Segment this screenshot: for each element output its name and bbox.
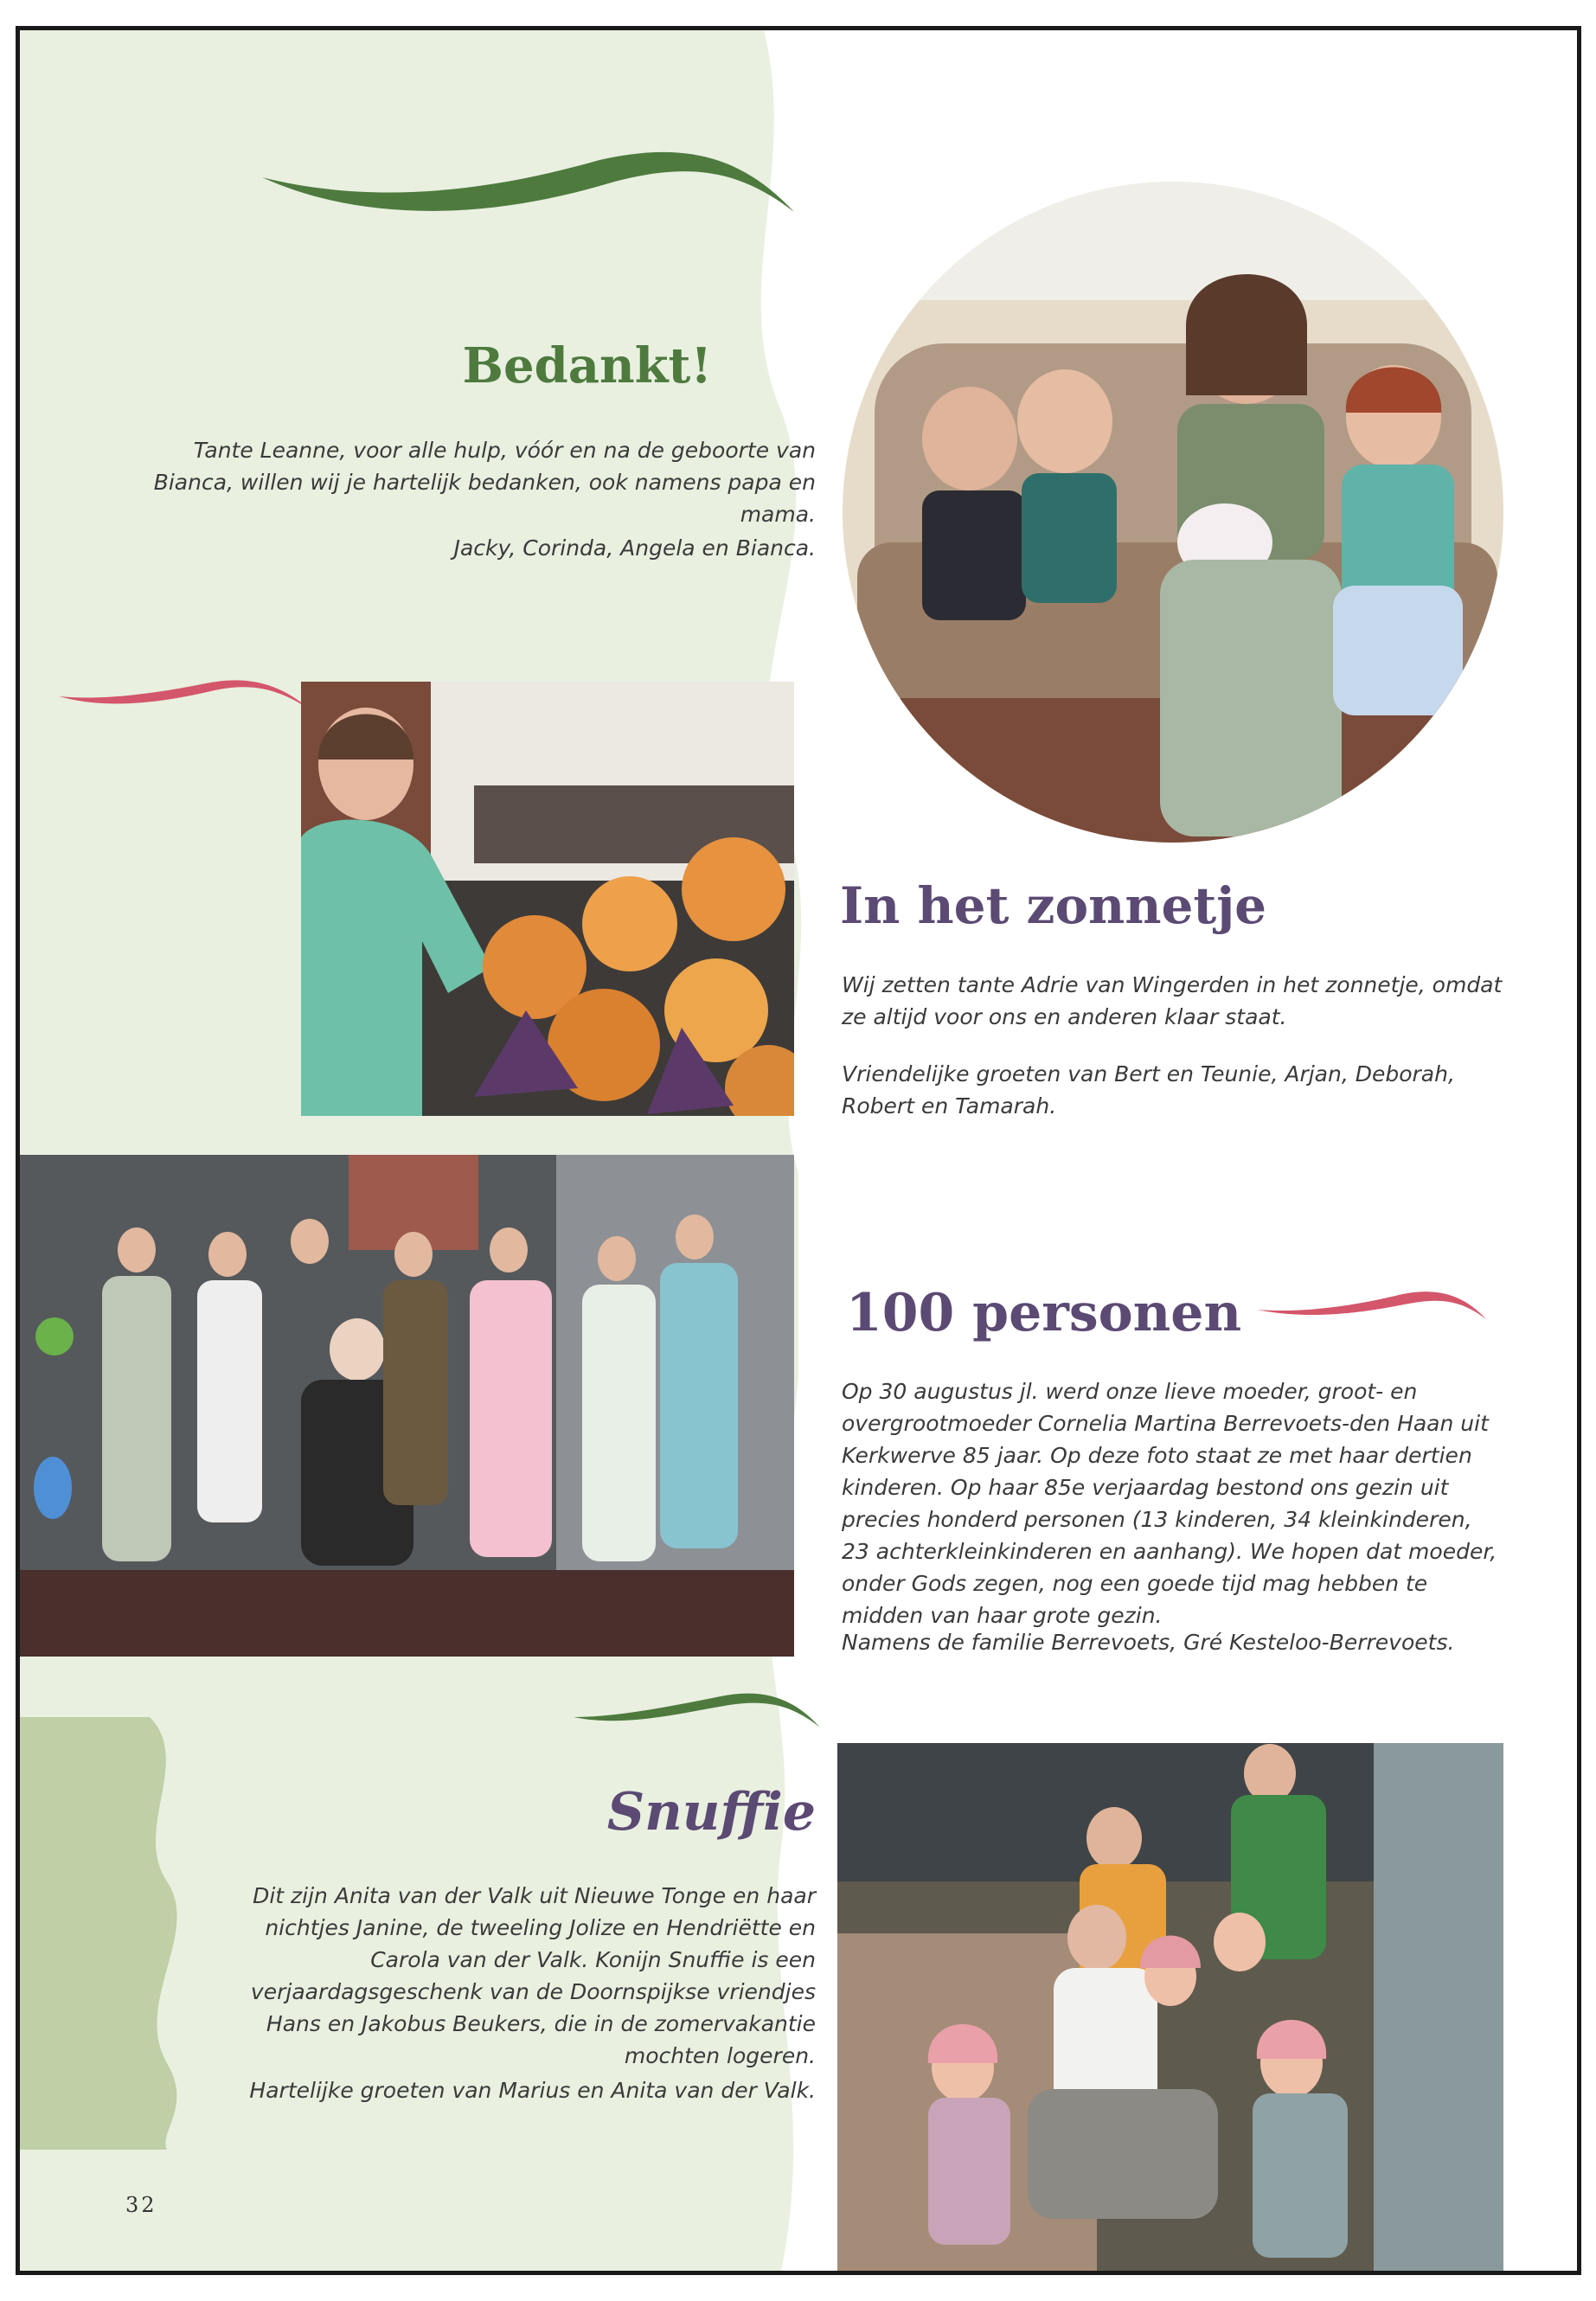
- snuffie-signature: Hartelijke groeten van Marius en Anita van der Valk.: [249, 2078, 816, 2103]
- honderd-signature: Namens de familie Berrevoets, Gré Kesteloo-Berrevoets.: [842, 1630, 1455, 1655]
- zonnetje-title: In het zonnetje: [840, 876, 1267, 935]
- green-swoosh-bottom: [574, 1691, 824, 1743]
- adrie-flowers-photo: [301, 682, 794, 1116]
- pink-swoosh-right: [1257, 1289, 1490, 1332]
- zonnetje-signature: Vriendelijke groeten van Bert en Teunie, Arjan, Deborah, Robert en Tamarah.: [842, 1061, 1455, 1118]
- zonnetje-body: Wij zetten tante Adrie van Wingerden in het zonnetje, omdat ze altijd voor ons en anderen klaar staat.: [842, 972, 1503, 1029]
- snuffie-body: Dit zijn Anita van der Valk uit Nieuwe Tonge en haar nichtjes Janine, de tweeling Jolize en Hendriëtte en Carola van der Valk. Konijn Snuffie is een verjaardagsgeschenk van de Doornspijkse vriendjes Hans en Jakobus Beukers, die in de zomervakantie mochten logeren.: [250, 1883, 816, 2068]
- bedankt-title: Bedankt!: [462, 337, 712, 394]
- berrevoets-group-photo: [20, 1155, 794, 1657]
- green-swoosh-top: [253, 125, 807, 238]
- page-frame: [16, 26, 1581, 2275]
- pink-swoosh-left: [59, 675, 318, 718]
- family-photo-circle: [840, 179, 1506, 845]
- snuffie-children-photo: [837, 1743, 1503, 2271]
- snuffie-title: Snuffie: [606, 1782, 816, 1843]
- page-number: 32: [125, 2193, 157, 2217]
- honderd-body: Op 30 augustus jl. werd onze lieve moeder, groot- en overgrootmoeder Cornelia Martina Berrevoets-den Haan uit Kerkwerve 85 jaar. Op deze foto staat ze met haar dertien kinderen. Op haar 85e verjaardag bestond ons gezin uit precies honderd personen (13 kinderen, 34 kleinkinderen, 23 achterkleinkinderen en aanhang). We hopen dat moeder, onder Gods zegen, nog een goede tijd mag hebben te midden van haar grote gezin.: [842, 1379, 1497, 1628]
- bedankt-signature: Jacky, Corinda, Angela en Bianca.: [453, 535, 816, 561]
- bedankt-body: Tante Leanne, voor alle hulp, vóór en na de geboorte van Bianca, willen wij je hartelijk bedanken, ook namens papa en mama.: [153, 438, 816, 527]
- honderd-title: 100 personen: [846, 1283, 1242, 1343]
